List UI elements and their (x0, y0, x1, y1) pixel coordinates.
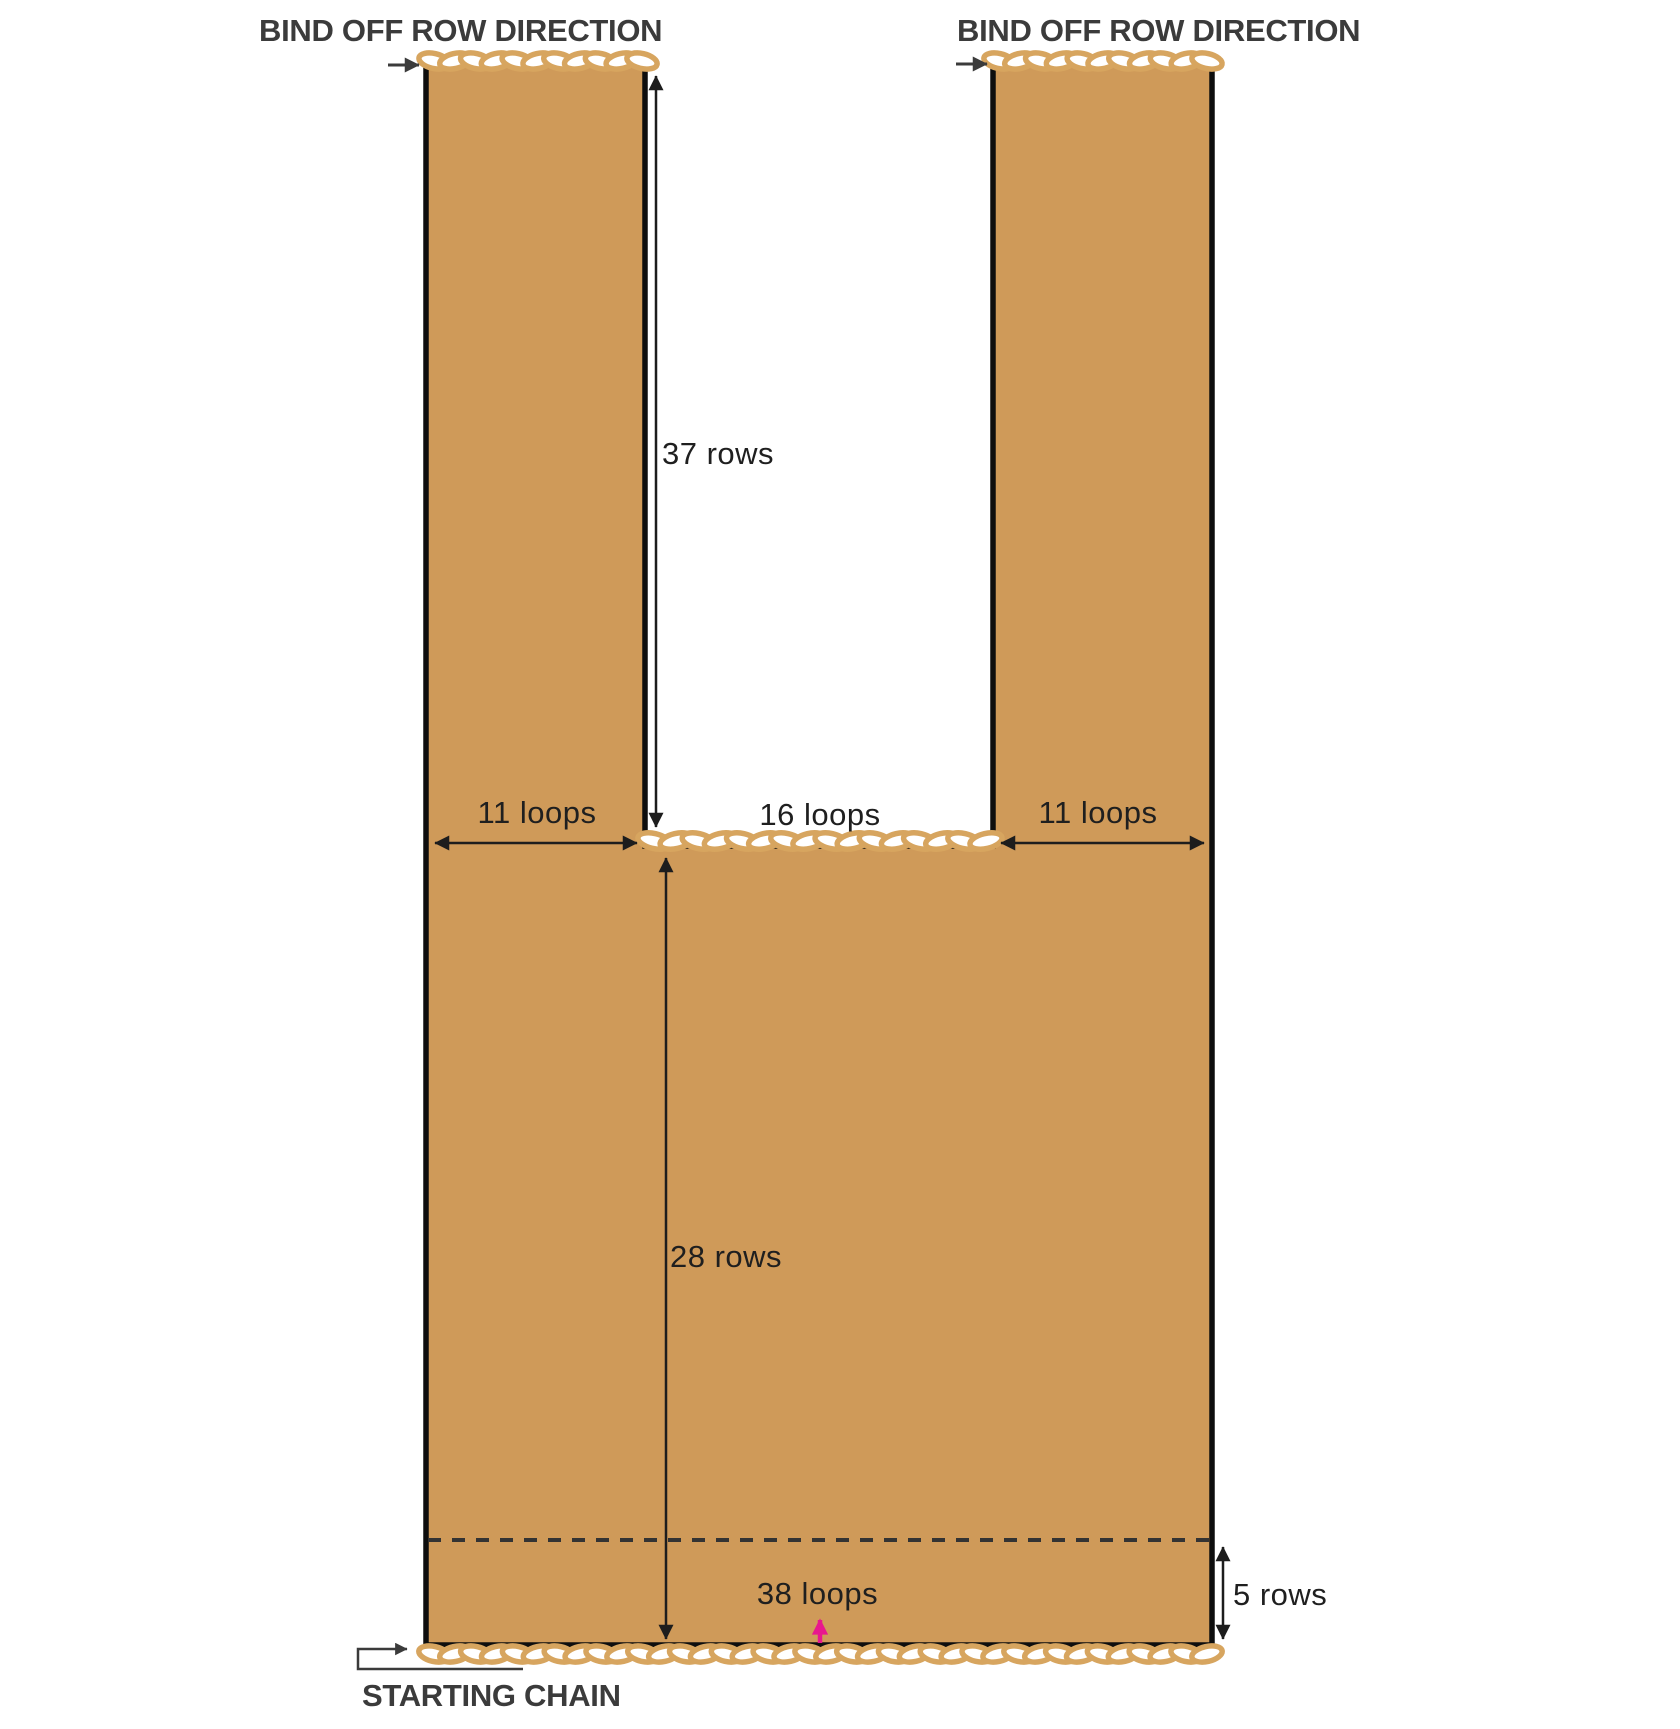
neck-width-label: 16 loops (759, 797, 881, 832)
bottom-width-label: 38 loops (756, 1576, 879, 1611)
strap-width-right-label: 11 loops (1038, 795, 1158, 830)
body-height-label: 28 rows (670, 1239, 783, 1274)
bind-off-heading-left: BIND OFF ROW DIRECTION (259, 13, 663, 48)
bind-off-heading-right: BIND OFF ROW DIRECTION (957, 13, 1361, 48)
strap-width-left-label: 11 loops (477, 795, 597, 830)
starting-chain-heading: STARTING CHAIN (362, 1678, 621, 1713)
chain-edge-strap-left-icon (417, 50, 658, 72)
strap-height-label: 37 rows (662, 436, 775, 471)
chain-edge-strap-right-icon (982, 50, 1223, 72)
tote-fabric-outline (426, 65, 1212, 1645)
fold-height-label: 5 rows (1233, 1577, 1328, 1612)
